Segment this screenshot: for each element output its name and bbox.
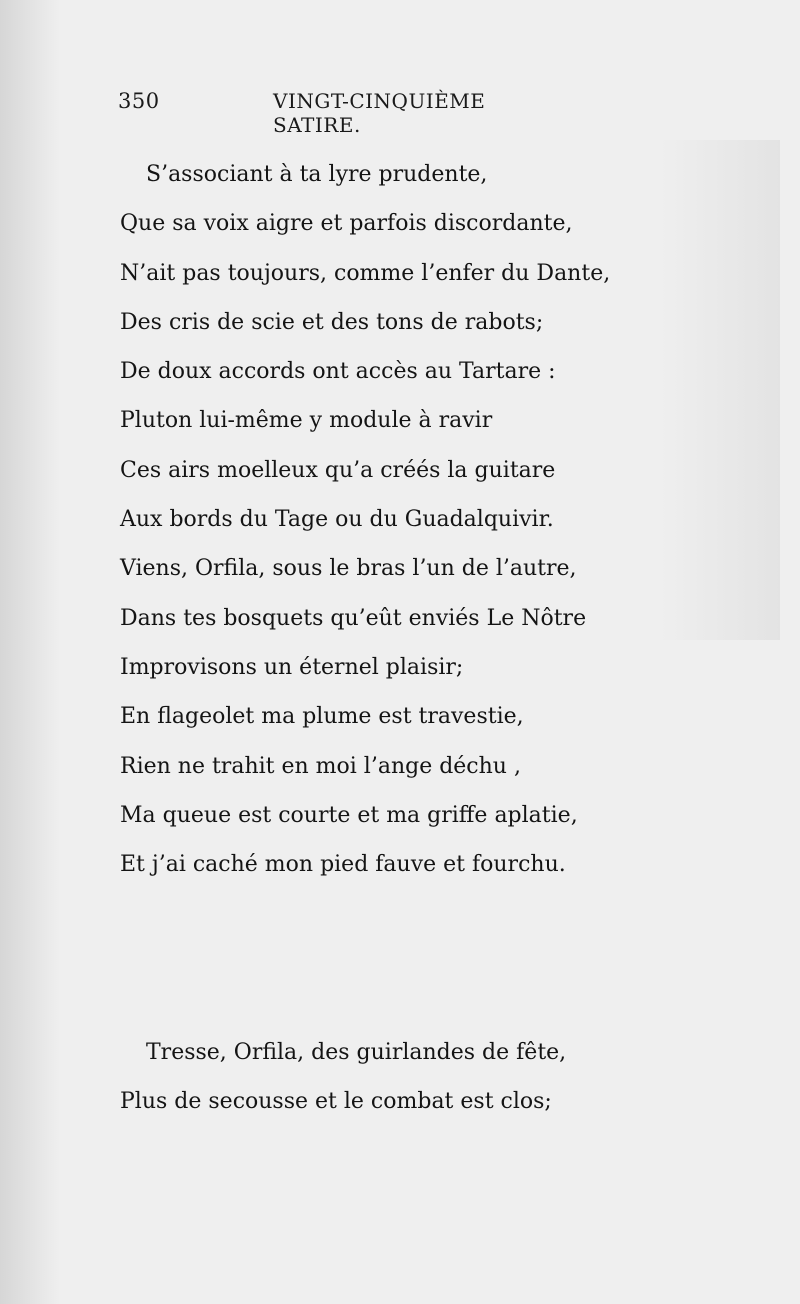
verse-line: Et j’ai caché mon pied fauve et fourchu. (120, 852, 566, 878)
verse-line: Tresse, Orfila, des guirlandes de fête, (146, 1040, 567, 1065)
verse-line: Rien ne trahit en moi l’ange déchu , (120, 753, 521, 779)
verse-line: Ma queue est courte et ma griffe aplatie, (120, 802, 578, 828)
running-header (118, 85, 578, 137)
running-title: VINGT-CINQUIÈME SATIRE. (273, 89, 486, 137)
verse-line: Dans tes bosquets qu’eût enviés Le Nôtre (120, 605, 587, 631)
page-gutter-shadow (0, 0, 60, 1304)
verse-line: Viens, Orfila, sous le bras l’un de l’autre, (120, 556, 577, 582)
page-number: 350 (118, 89, 160, 113)
verse-line: Que sa voix aigre et parfois discordante, (120, 211, 573, 237)
verse-line: S’associant à ta lyre prudente, (146, 162, 488, 187)
show-through-shadow (660, 140, 780, 640)
verse-line: Pluton lui-même y module à ravir (120, 408, 493, 434)
verse-line: De doux accords ont accès au Tartare : (120, 359, 556, 385)
verse-line: Improvisons un éternel plaisir; (120, 654, 464, 680)
verse-line: En flageolet ma plume est travestie, (120, 704, 524, 730)
verse-line: N’ait pas toujours, comme l’enfer du Dante, (120, 260, 611, 286)
stanza-2 (120, 1028, 566, 1127)
stanza-1 (120, 150, 610, 889)
verse-line: Des cris de scie et des tons de rabots; (120, 309, 544, 335)
verse-line: Aux bords du Tage ou du Guadalquivir. (120, 507, 554, 533)
verse-line: Ces airs moelleux qu’a créés la guitare (120, 457, 556, 483)
verse-line: Plus de secousse et le combat est clos; (120, 1089, 552, 1115)
